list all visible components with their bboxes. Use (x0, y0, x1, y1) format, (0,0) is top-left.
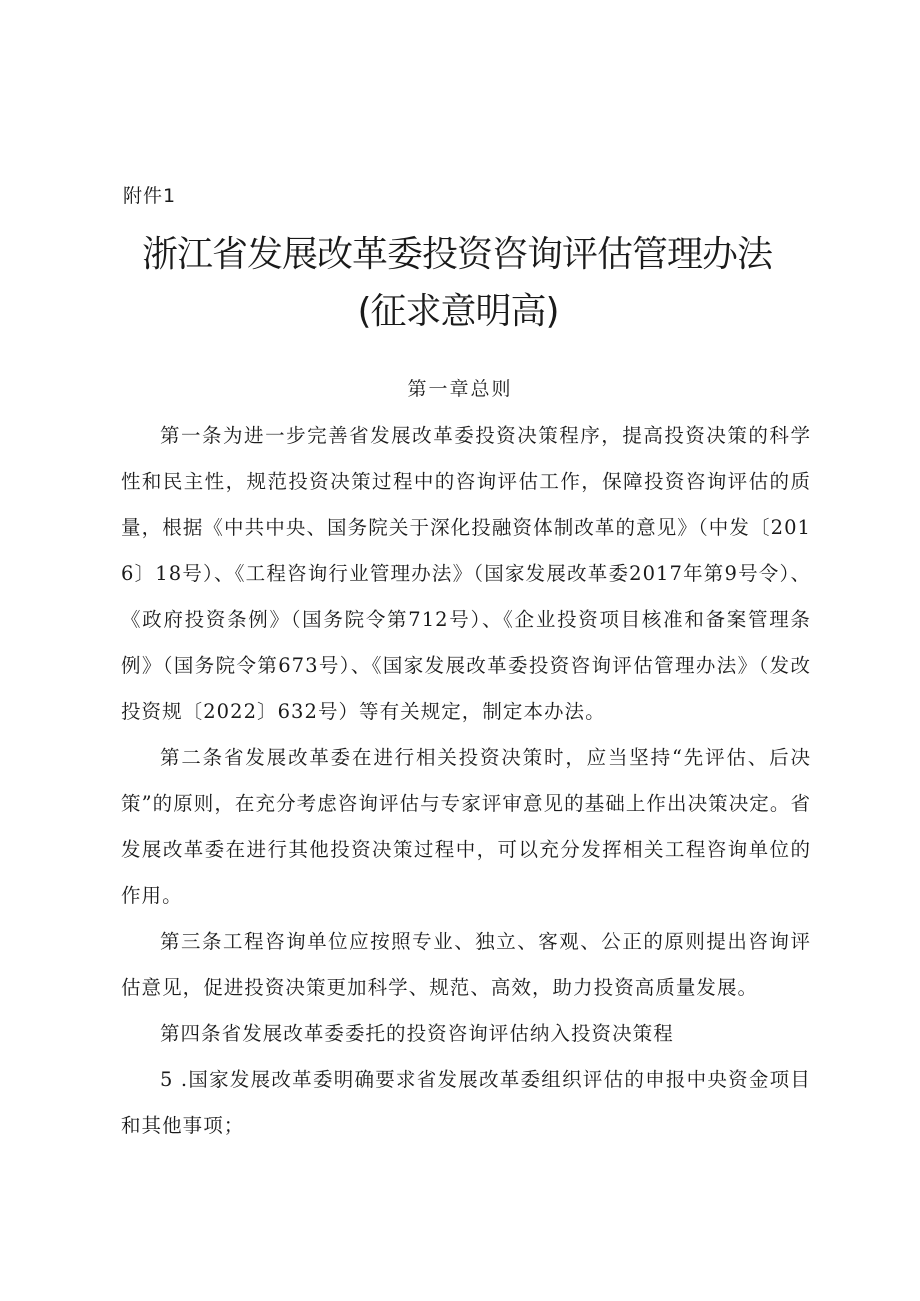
document-subtitle: (征求意明高) (357, 291, 559, 332)
article-1-paragraph: 第一条为进一步完善省发展改革委投资决策程序，提高投资决策的科学性和民主性，规范投资决策过程中的咨询评估工作，保障投资咨询评估的质量，根据《中共中央、国务院关于深化投融资体制改革的意见》（中发〔2016〕18号）、《工程咨询行业管理办法》（国家发展改革委2017年第9号令）、《政府投资条例》（国务院令第712号）、《企业投资项目核准和备案管理条例》（国务院令第673号）、《国家发展改革委投资咨询评估管理办法》（发改投资规〔2022〕632号）等有关规定，制定本办法。 (121, 424, 811, 723)
attachment-label: 附件1 (123, 185, 177, 207)
chapter-heading: 第一章总则 (407, 378, 513, 400)
article-3-paragraph: 第三条工程咨询单位应按照专业、独立、客观、公正的原则提出咨询评估意见，促进投资决策更加科学、规范、高效，助力投资高质量发展。 (121, 930, 811, 999)
document-body (121, 413, 811, 1149)
article-2-paragraph: 第二条省发展改革委在进行相关投资决策时，应当坚持“先评估、后决策”的原则，在充分考虑咨询评估与专家评审意见的基础上作出决策决定。省发展改革委在进行其他投资决策过程中，可以充分发挥相关工程咨询单位的作用。 (121, 746, 811, 907)
article-4-paragraph: 第四条省发展改革委委托的投资咨询评估纳入投资决策程 (160, 1022, 674, 1045)
list-item-5: 5 .国家发展改革委明确要求省发展改革委组织评估的申报中央资金项目和其他事项； (121, 1068, 811, 1137)
document-title: 浙江省发展改革委投资咨询评估管理办法 (141, 234, 772, 275)
